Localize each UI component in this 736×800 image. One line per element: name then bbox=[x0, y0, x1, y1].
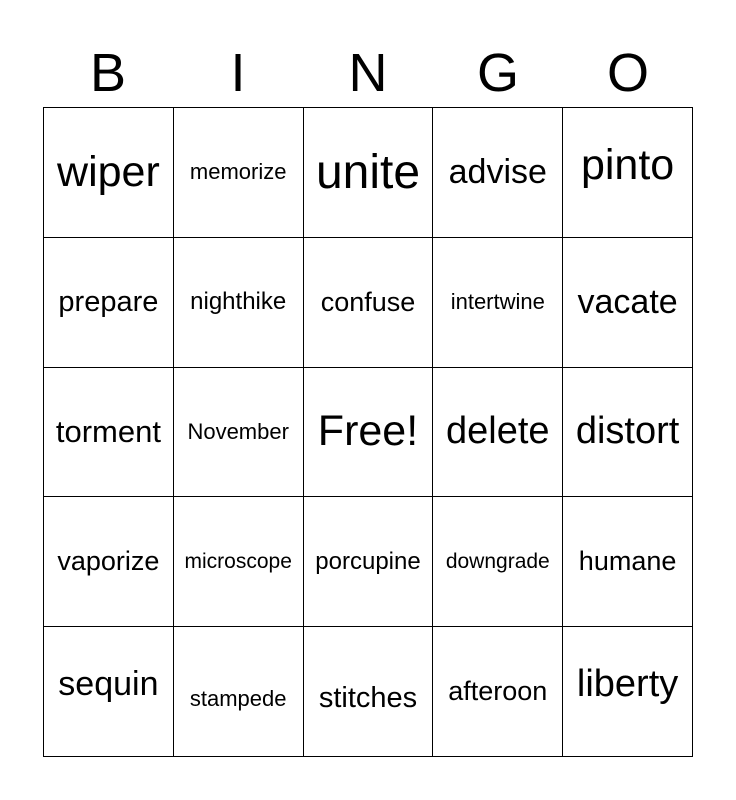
bingo-cell bbox=[563, 368, 693, 498]
bingo-cell bbox=[44, 368, 174, 498]
free-space-label: Free! bbox=[317, 407, 419, 456]
cell-word: microscope bbox=[184, 549, 292, 573]
bingo-cell bbox=[174, 238, 304, 368]
bingo-header bbox=[43, 40, 693, 106]
bingo-cell bbox=[433, 368, 563, 498]
bingo-grid bbox=[43, 107, 693, 757]
cell-word: unite bbox=[315, 145, 421, 199]
header-letter-b: B bbox=[89, 43, 127, 103]
header-letter-g: G bbox=[476, 43, 519, 103]
bingo-cell bbox=[563, 238, 693, 368]
header-letter-n: N bbox=[348, 43, 388, 103]
bingo-cell bbox=[44, 238, 174, 368]
cell-word: nighthike bbox=[190, 288, 287, 316]
cell-word: afteroon bbox=[448, 676, 548, 707]
cell-word: prepare bbox=[58, 285, 159, 318]
cell-word: advise bbox=[448, 152, 547, 191]
bingo-cell bbox=[174, 368, 304, 498]
cell-word: confuse bbox=[320, 286, 416, 317]
bingo-cell bbox=[174, 627, 304, 757]
bingo-cell bbox=[304, 497, 434, 627]
free-space-cell bbox=[304, 368, 434, 498]
cell-word: delete bbox=[446, 410, 550, 453]
cell-word: sequin bbox=[58, 665, 159, 704]
bingo-cell bbox=[563, 108, 693, 238]
bingo-cell bbox=[433, 238, 563, 368]
cell-word: pinto bbox=[580, 140, 675, 189]
cell-word: liberty bbox=[576, 663, 679, 706]
cell-word: memorize bbox=[189, 159, 287, 185]
cell-word: downgrade bbox=[445, 549, 550, 573]
bingo-cell bbox=[563, 497, 693, 627]
cell-word: stampede bbox=[189, 685, 287, 711]
bingo-cell bbox=[304, 627, 434, 757]
header-letter-i: I bbox=[230, 43, 246, 103]
cell-word: porcupine bbox=[315, 547, 421, 575]
bingo-cell bbox=[433, 108, 563, 238]
bingo-cell bbox=[433, 627, 563, 757]
bingo-cell bbox=[174, 497, 304, 627]
bingo-cell bbox=[174, 108, 304, 238]
bingo-cell bbox=[304, 108, 434, 238]
cell-word: intertwine bbox=[450, 289, 545, 315]
bingo-cell bbox=[304, 238, 434, 368]
cell-word: wiper bbox=[57, 147, 160, 196]
cell-word: vaporize bbox=[57, 546, 160, 577]
cell-word: November bbox=[187, 418, 289, 444]
bingo-cell bbox=[44, 497, 174, 627]
bingo-cell bbox=[44, 627, 174, 757]
header-letter-o: O bbox=[606, 43, 649, 103]
bingo-cell bbox=[563, 627, 693, 757]
bingo-cell bbox=[44, 108, 174, 238]
cell-word: humane bbox=[578, 546, 677, 577]
cell-word: stitches bbox=[318, 682, 418, 715]
bingo-cell bbox=[433, 497, 563, 627]
cell-word: torment bbox=[55, 413, 161, 449]
cell-word: vacate bbox=[577, 282, 678, 321]
cell-word: distort bbox=[575, 410, 680, 453]
